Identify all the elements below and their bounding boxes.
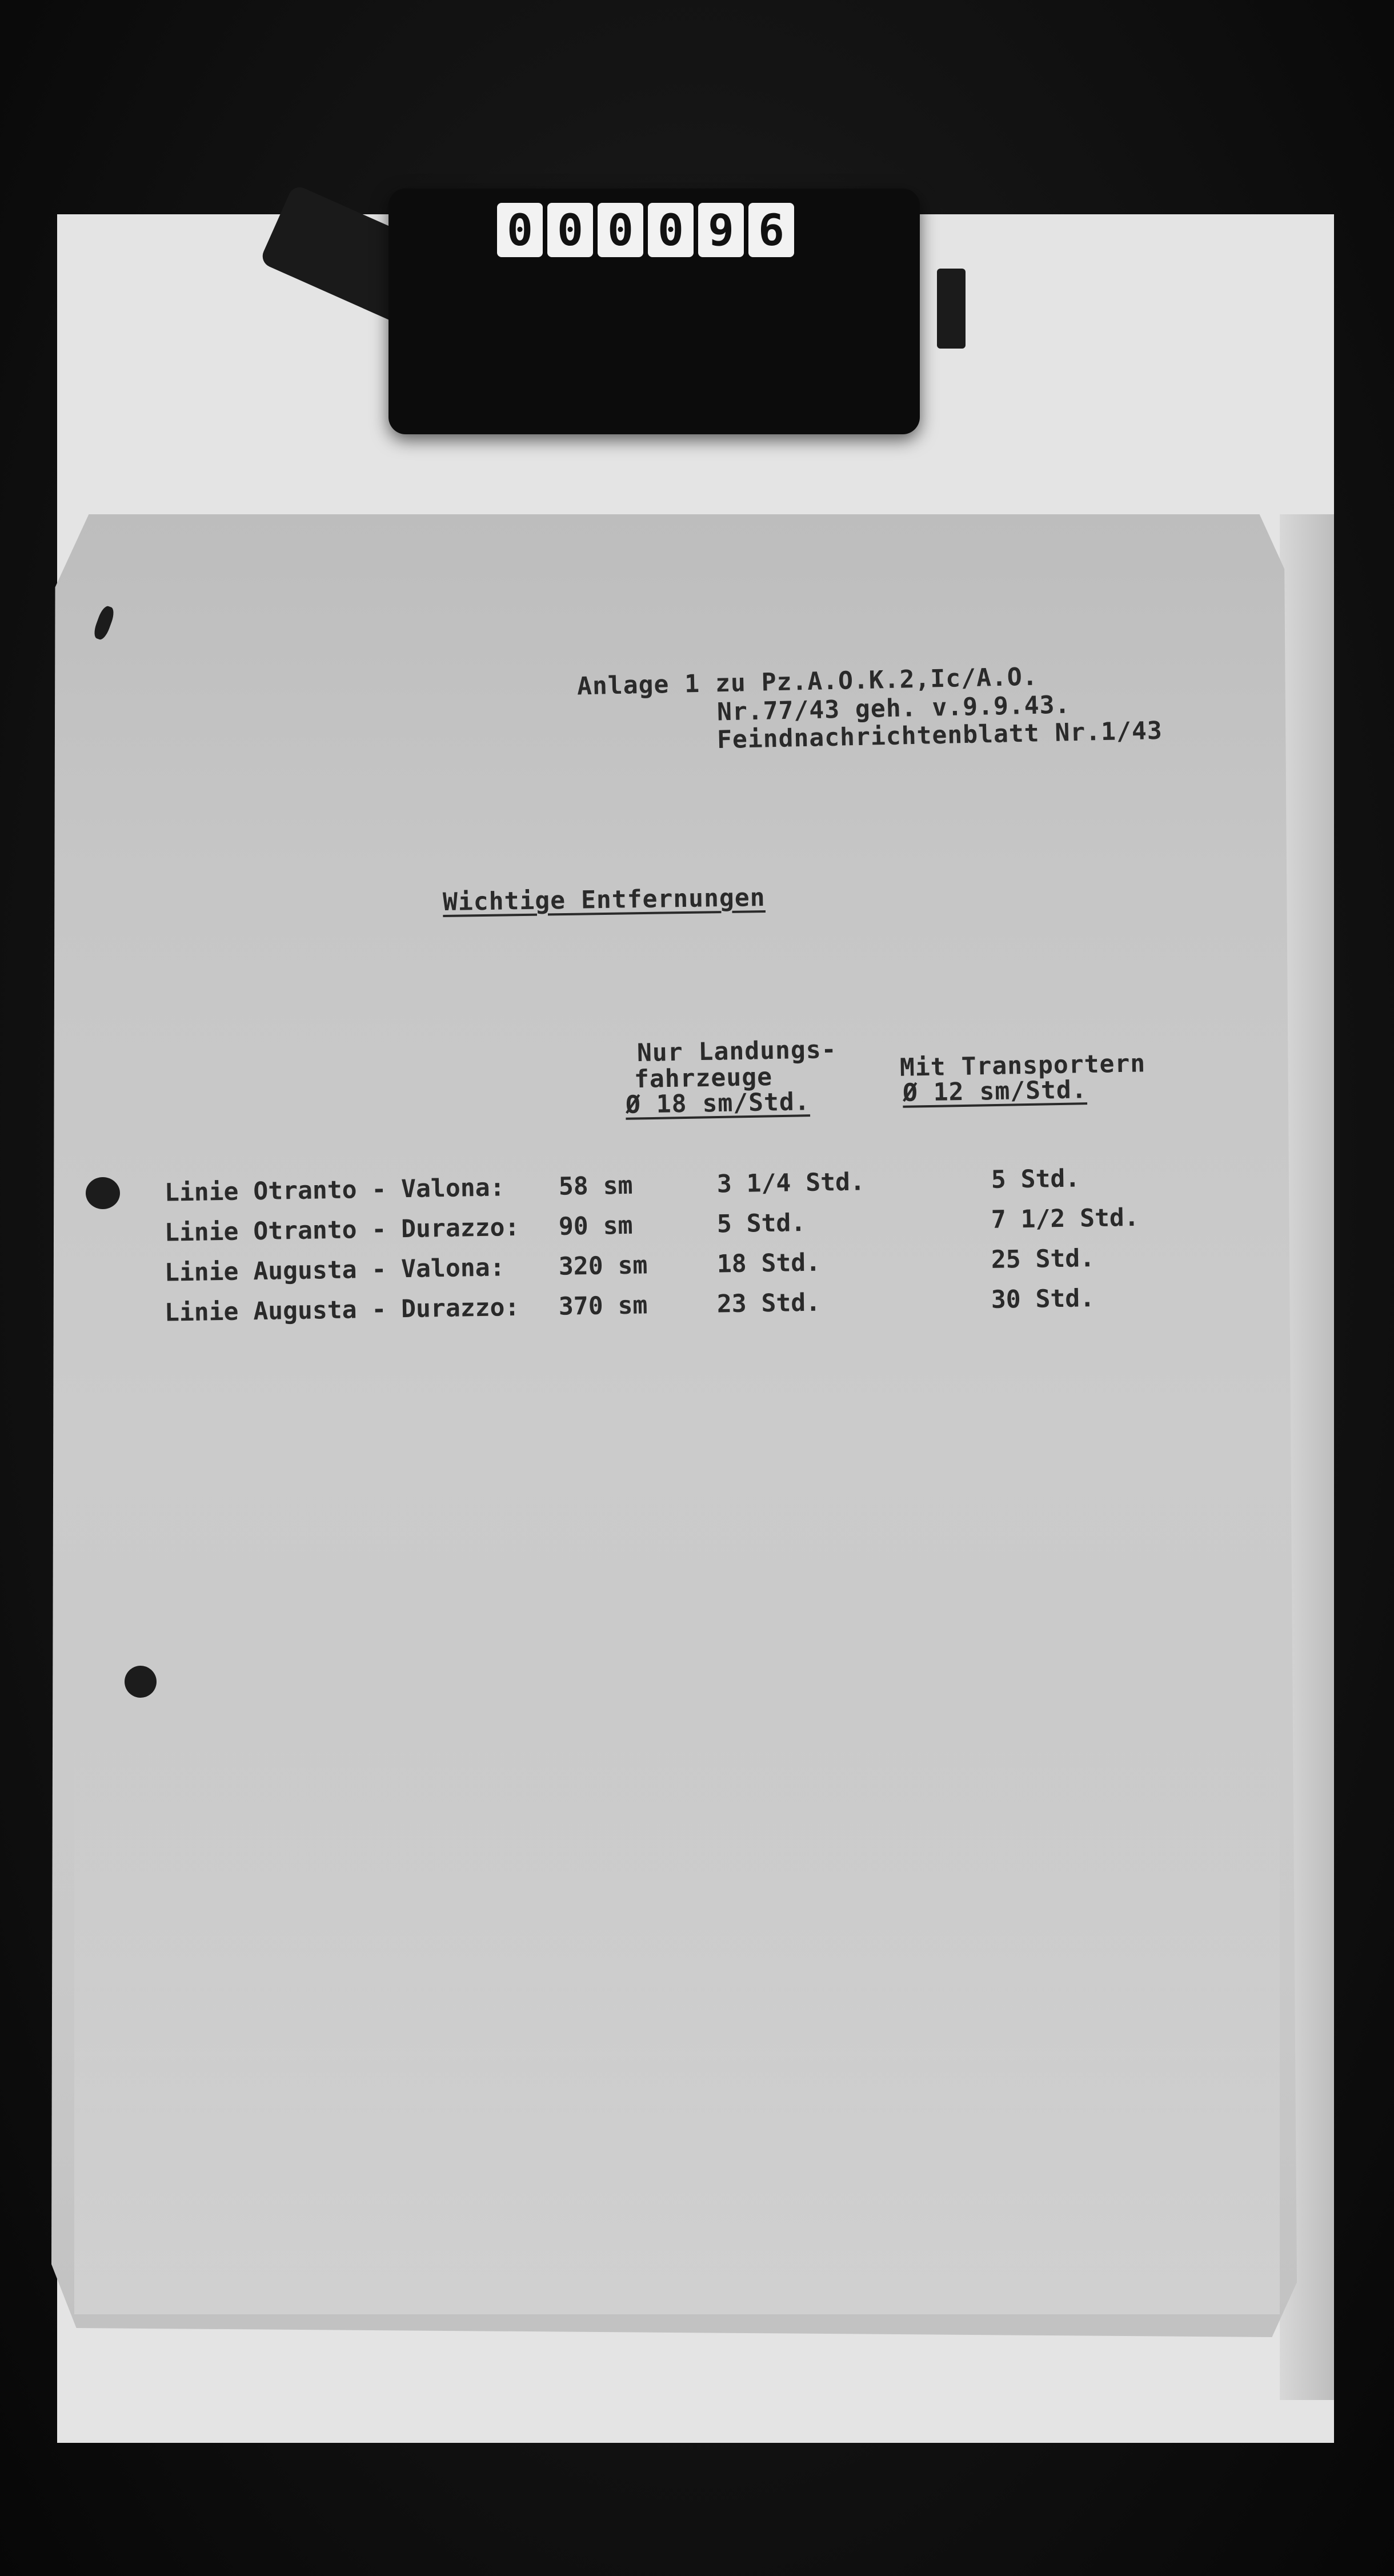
transport-time: 25 Std.: [991, 1244, 1095, 1274]
counter-digit: 6: [748, 203, 794, 257]
landing-craft-time: 23 Std.: [716, 1288, 821, 1319]
column-header-landing-speed: Ø 18 sm/Std.: [625, 1087, 811, 1119]
column-header-transport-line1: Mit Transportern: [899, 1049, 1146, 1082]
reference-line-2: Nr.77/43 geh. v.9.9.43.: [716, 690, 1071, 727]
counter-digit: 0: [547, 203, 593, 257]
transport-time: 5 Std.: [991, 1164, 1080, 1194]
binder-hole: [125, 1666, 157, 1698]
transport-time: 7 1/2 Std.: [991, 1203, 1140, 1234]
distance-value: 90 sm: [558, 1211, 633, 1241]
counter-digit: 0: [598, 203, 643, 257]
counter-knob: [937, 269, 966, 349]
distance-value: 58 sm: [558, 1171, 633, 1201]
document-title: Wichtige Entfernungen: [442, 883, 766, 917]
reference-line-1: Anlage 1 zu Pz.A.O.K.2,Ic/A.O.: [576, 662, 1039, 701]
frame-counter: [497, 203, 794, 257]
route-label: Linie Augusta - Durazzo:: [164, 1293, 520, 1327]
column-header-transport-speed: Ø 12 sm/Std.: [902, 1075, 1088, 1107]
reference-line-3: Feindnachrichtenblatt Nr.1/43: [716, 716, 1163, 755]
column-header-landing-line1: Nur Landungs-: [636, 1035, 837, 1068]
paper-bottom-sheet: [74, 1714, 1280, 2314]
column-header-landing-line2: fahrzeuge: [634, 1062, 773, 1094]
landing-craft-time: 5 Std.: [716, 1209, 806, 1239]
counter-digit: 9: [698, 203, 744, 257]
transport-time: 30 Std.: [991, 1284, 1095, 1314]
counter-digit: 0: [497, 203, 543, 257]
distance-value: 370 sm: [558, 1291, 648, 1321]
landing-craft-time: 18 Std.: [716, 1248, 821, 1279]
route-label: Linie Otranto - Durazzo:: [164, 1213, 520, 1247]
distance-value: 320 sm: [558, 1251, 648, 1281]
counter-digit: 0: [648, 203, 694, 257]
landing-craft-time: 3 1/4 Std.: [716, 1167, 866, 1199]
route-label: Linie Otranto - Valona:: [164, 1173, 505, 1207]
route-label: Linie Augusta - Valona:: [164, 1253, 505, 1287]
